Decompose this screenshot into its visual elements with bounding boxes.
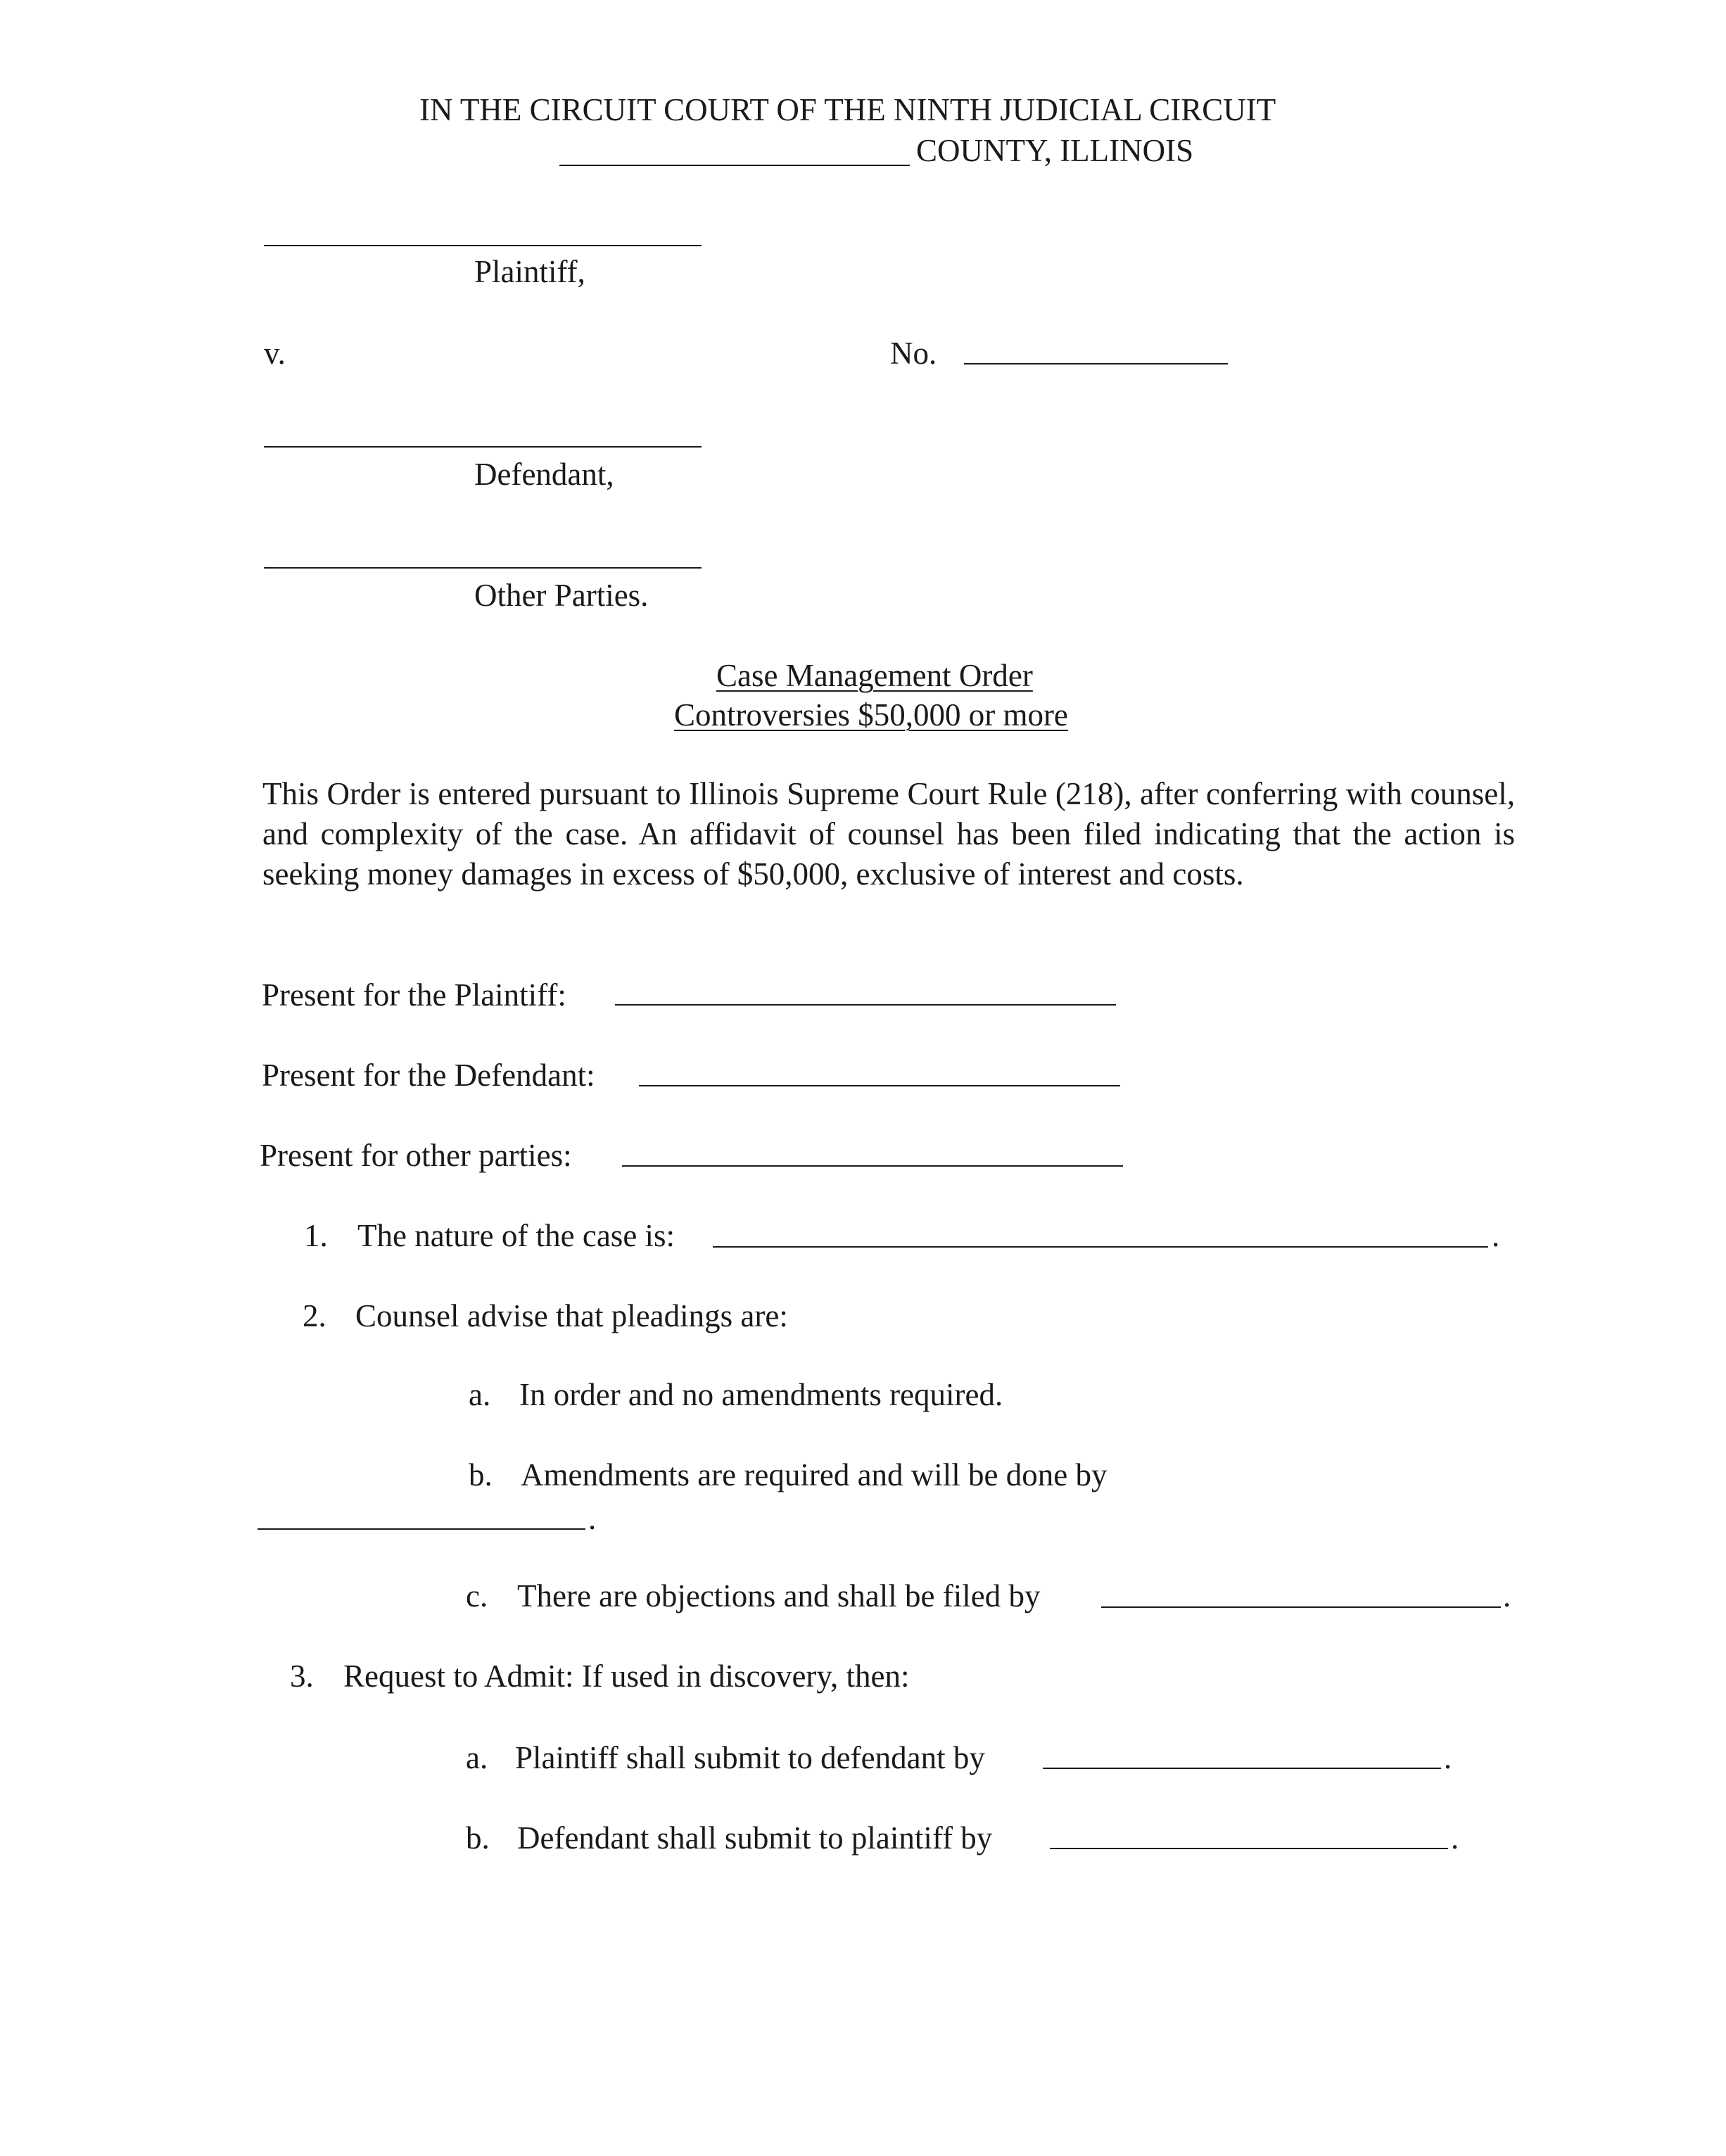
item-1-period: . [1492, 1218, 1500, 1253]
item-2b-letter: b. [469, 1457, 493, 1492]
item-1-number: 1. [304, 1218, 328, 1253]
item-3b-letter: b. [466, 1820, 490, 1856]
versus-label: v. [264, 336, 286, 371]
intro-paragraph: This Order is entered pursuant to Illinois Supreme Court Rule (218), after conferring with counsel, and complexity of the case. An affidavit of counsel has been filed indicating that the action is seeking money damages in excess of $50,000, exclusive of interest and costs. [262, 776, 1515, 892]
item-3-text: Request to Admit: If used in discovery, then: [343, 1659, 910, 1694]
item-2b-text: Amendments are required and will be done by [521, 1457, 1108, 1492]
item-3b-text: Defendant shall submit to plaintiff by [517, 1820, 993, 1856]
plaintiff-name-blank[interactable] [264, 245, 702, 246]
other-parties-name-blank[interactable] [264, 567, 702, 569]
case-number-blank[interactable] [964, 363, 1228, 364]
nature-of-case-blank[interactable] [713, 1246, 1488, 1248]
present-other-label: Present for other parties: [260, 1138, 572, 1173]
defendant-submit-date-blank[interactable] [1050, 1848, 1448, 1849]
item-2a-letter: a. [469, 1377, 491, 1412]
item-2a-text: In order and no amendments required. [519, 1377, 1003, 1412]
plaintiff-submit-date-blank[interactable] [1043, 1768, 1441, 1769]
defendant-label: Defendant, [474, 457, 614, 492]
other-parties-label: Other Parties. [474, 578, 649, 613]
county-label: COUNTY, ILLINOIS [916, 133, 1194, 168]
item-2-number: 2. [303, 1298, 326, 1333]
order-subtitle: Controversies $50,000 or more [674, 697, 1068, 733]
case-number-label: No. [890, 336, 937, 371]
order-title: Case Management Order [716, 658, 1033, 693]
item-2b-period: . [588, 1501, 597, 1536]
item-3a-text: Plaintiff shall submit to defendant by [515, 1740, 985, 1775]
present-plaintiff-label: Present for the Plaintiff: [262, 977, 566, 1013]
court-heading: IN THE CIRCUIT COURT OF THE NINTH JUDICIAL CIRCUIT [419, 92, 1276, 127]
present-defendant-blank[interactable] [639, 1085, 1120, 1086]
present-other-blank[interactable] [622, 1165, 1123, 1167]
item-2c-period: . [1503, 1578, 1511, 1613]
item-3a-letter: a. [466, 1740, 488, 1775]
amendments-date-blank[interactable] [258, 1528, 585, 1530]
item-2-text: Counsel advise that pleadings are: [355, 1298, 788, 1333]
objections-date-blank[interactable] [1101, 1606, 1501, 1608]
item-1-text: The nature of the case is: [357, 1218, 675, 1253]
plaintiff-label: Plaintiff, [474, 254, 585, 289]
item-2c-letter: c. [466, 1578, 488, 1613]
item-3b-period: . [1451, 1820, 1459, 1856]
item-3-number: 3. [290, 1659, 314, 1694]
defendant-name-blank[interactable] [264, 446, 702, 448]
county-blank[interactable] [559, 165, 910, 166]
present-defendant-label: Present for the Defendant: [262, 1058, 595, 1093]
item-3a-period: . [1444, 1740, 1452, 1775]
item-2c-text: There are objections and shall be filed by [517, 1578, 1041, 1613]
present-plaintiff-blank[interactable] [615, 1004, 1116, 1006]
